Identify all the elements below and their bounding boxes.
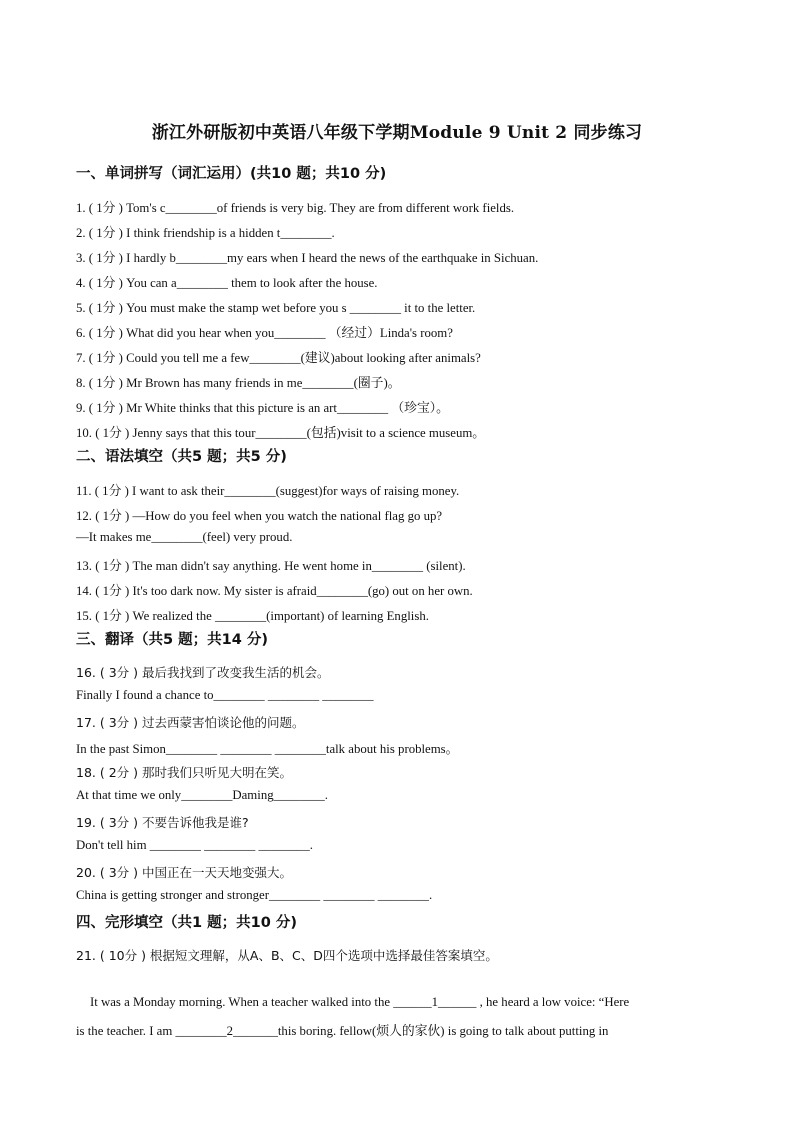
section-heading-3: 三、翻译（共5 题；共14 分) bbox=[76, 632, 268, 648]
question-19-answer-line: Don't tell him ________ ________ ________. bbox=[76, 838, 313, 852]
question-13: 13. ( 1分 ) The man didn't say anything. He went home in________ (silent). bbox=[76, 559, 466, 573]
question-20-answer-line: China is getting stronger and stronger________ ________ ________. bbox=[76, 888, 433, 902]
question-12: 12. ( 1分 ) —How do you feel when you watch the national flag go up? bbox=[76, 509, 443, 523]
question-15: 15. ( 1分 ) We realized the ________(important) of learning English. bbox=[76, 609, 429, 623]
section-heading-4: 四、完形填空（共1 题；共10 分) bbox=[76, 915, 297, 931]
question-18-answer-line: At that time we only________Daming________. bbox=[76, 788, 329, 802]
question-17-answer-line: In the past Simon________ ________ ________talk about his problems。 bbox=[76, 742, 459, 756]
question-17: 17. ( 3分 ) 过去西蒙害怕谈论他的问题。 bbox=[76, 715, 305, 730]
question-20: 20. ( 3分 ) 中国正在一天天地变强大。 bbox=[76, 865, 292, 880]
question-8: 8. ( 1分 ) Mr Brown has many friends in me________(圈子)。 bbox=[76, 376, 401, 390]
question-19: 19. ( 3分 ) 不要告诉他我是谁? bbox=[76, 815, 249, 830]
question-2: 2. ( 1分 ) I think friendship is a hidden t________. bbox=[76, 226, 335, 240]
question-16-answer-line: Finally I found a chance to________ ________ ________ bbox=[76, 688, 374, 702]
passage-line-1: It was a Monday morning. When a teacher walked into the ______1______ , he heard a low voice: “Here bbox=[90, 995, 630, 1009]
question-1: 1. ( 1分 ) Tom's c________of friends is very big. They are from different work fields. bbox=[76, 201, 515, 215]
question-4: 4. ( 1分 ) You can a________ them to look after the house. bbox=[76, 276, 378, 290]
question-6: 6. ( 1分 ) What did you hear when you________ （经过）Linda's room? bbox=[76, 326, 453, 340]
question-9: 9. ( 1分 ) Mr White thinks that this picture is an art________ （珍宝）。 bbox=[76, 401, 449, 415]
question-21: 21. ( 10分 ) 根据短文理解，从A、B、C、D四个选项中选择最佳答案填空。 bbox=[76, 948, 498, 963]
question-12-answer-line: —It makes me________(feel) very proud. bbox=[76, 530, 293, 544]
section-heading-2: 二、语法填空（共5 题；共5 分) bbox=[76, 449, 287, 465]
page-title: 浙江外研版初中英语八年级下学期Module 9 Unit 2 同步练习 bbox=[151, 123, 643, 143]
passage-line-2: is the teacher. I am ________2_______this boring. fellow(烦人的家伙) is going to talk about putting in bbox=[76, 1024, 609, 1038]
question-16: 16. ( 3分 ) 最后我找到了改变我生活的机会。 bbox=[76, 665, 330, 680]
question-14: 14. ( 1分 ) It's too dark now. My sister is afraid________(go) out on her own. bbox=[76, 584, 473, 598]
question-5: 5. ( 1分 ) You must make the stamp wet before you s ________ it to the letter. bbox=[76, 301, 476, 315]
question-10: 10. ( 1分 ) Jenny says that this tour________(包括)visit to a science museum。 bbox=[76, 426, 486, 440]
section-heading-1: 一、单词拼写（词汇运用）(共10 题；共10 分) bbox=[76, 166, 387, 182]
question-3: 3. ( 1分 ) I hardly b________my ears when I heard the news of the earthquake in Sichuan. bbox=[76, 251, 539, 265]
question-18: 18. ( 2分 ) 那时我们只听见大明在笑。 bbox=[76, 765, 292, 780]
question-7: 7. ( 1分 ) Could you tell me a few________(建议)about looking after animals? bbox=[76, 351, 481, 365]
question-11: 11. ( 1分 ) I want to ask their________(suggest)for ways of raising money. bbox=[76, 484, 460, 498]
